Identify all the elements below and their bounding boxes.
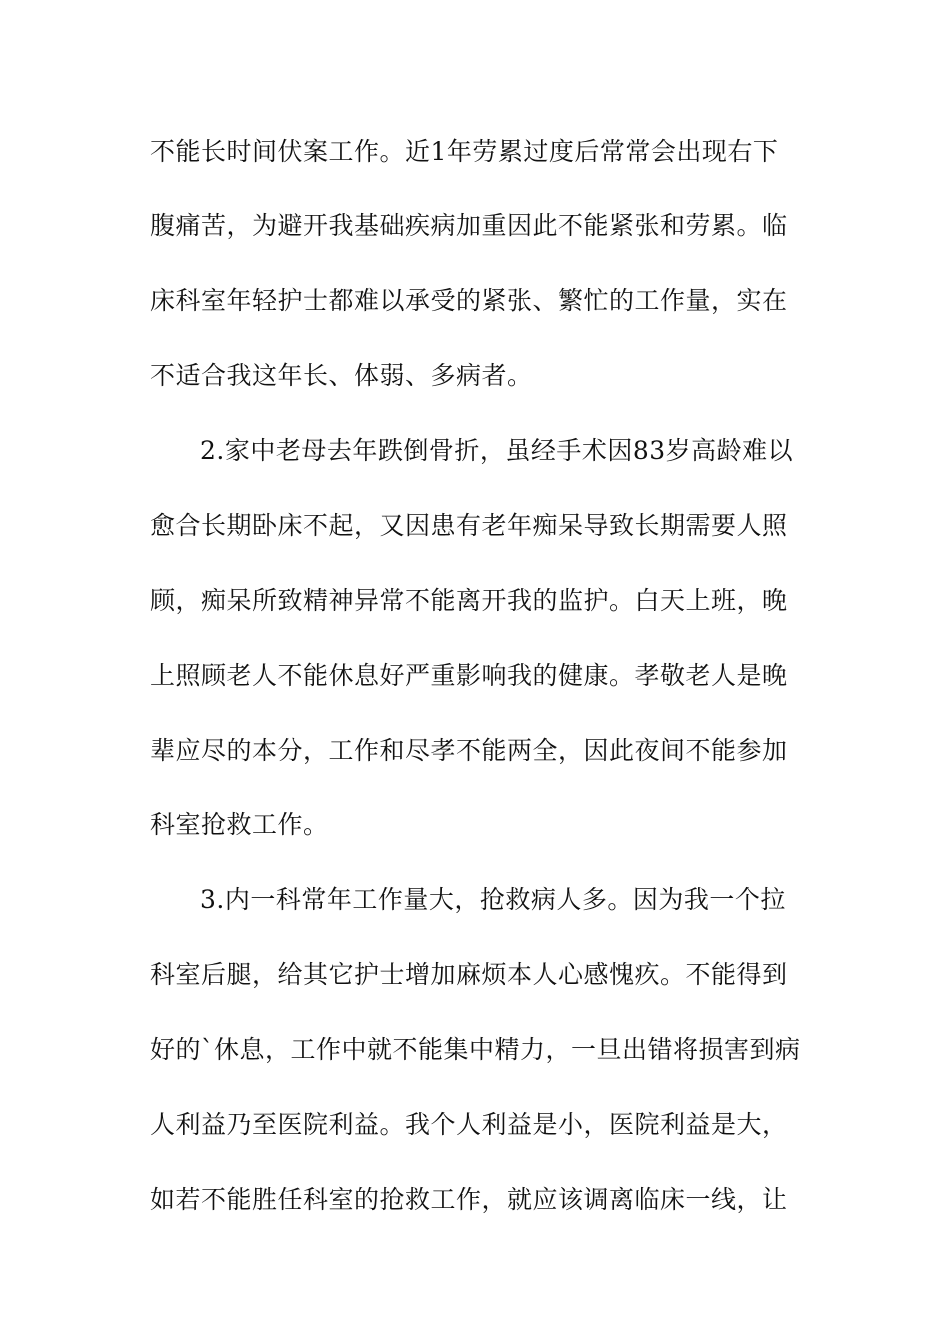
text-line: 不适合我这年长、体弱、多病者。: [150, 361, 533, 390]
text-line: 腹痛苦，为避开我基础疾病加重因此不能紧张和劳累。临: [150, 211, 788, 240]
text-line: 顾，痴呆所致精神异常不能离开我的监护。白天上班，晚: [150, 586, 788, 615]
text-line: 愈合长期卧床不起，又因患有老年痴呆导致长期需要人照: [150, 511, 788, 540]
text-line: 上照顾老人不能休息好严重影响我的健康。孝敬老人是晚: [150, 661, 788, 690]
text-line: 科室后腿，给其它护士增加麻烦本人心感愧疚。不能得到: [150, 960, 788, 989]
paragraph-start-line: 2.家中老母去年跌倒骨折，虽经手术因83岁高龄难以: [200, 436, 794, 465]
paragraph-start-line: 3.内一科常年工作量大，抢救病人多。因为我一个拉: [200, 885, 786, 914]
text-line: 人利益乃至医院利益。我个人利益是小，医院利益是大，: [150, 1110, 788, 1139]
text-line: 如若不能胜任科室的抢救工作，就应该调离临床一线，让: [150, 1185, 788, 1214]
text-line: 床科室年轻护士都难以承受的紧张、繁忙的工作量，实在: [150, 286, 788, 315]
text-line: 好的`休息，工作中就不能集中精力，一旦出错将损害到病: [150, 1035, 801, 1064]
text-line: 科室抢救工作。: [150, 810, 329, 839]
text-line: 不能长时间伏案工作。近1年劳累过度后常常会出现右下: [150, 137, 779, 166]
text-line: 辈应尽的本分，工作和尽孝不能两全，因此夜间不能参加: [150, 736, 788, 765]
